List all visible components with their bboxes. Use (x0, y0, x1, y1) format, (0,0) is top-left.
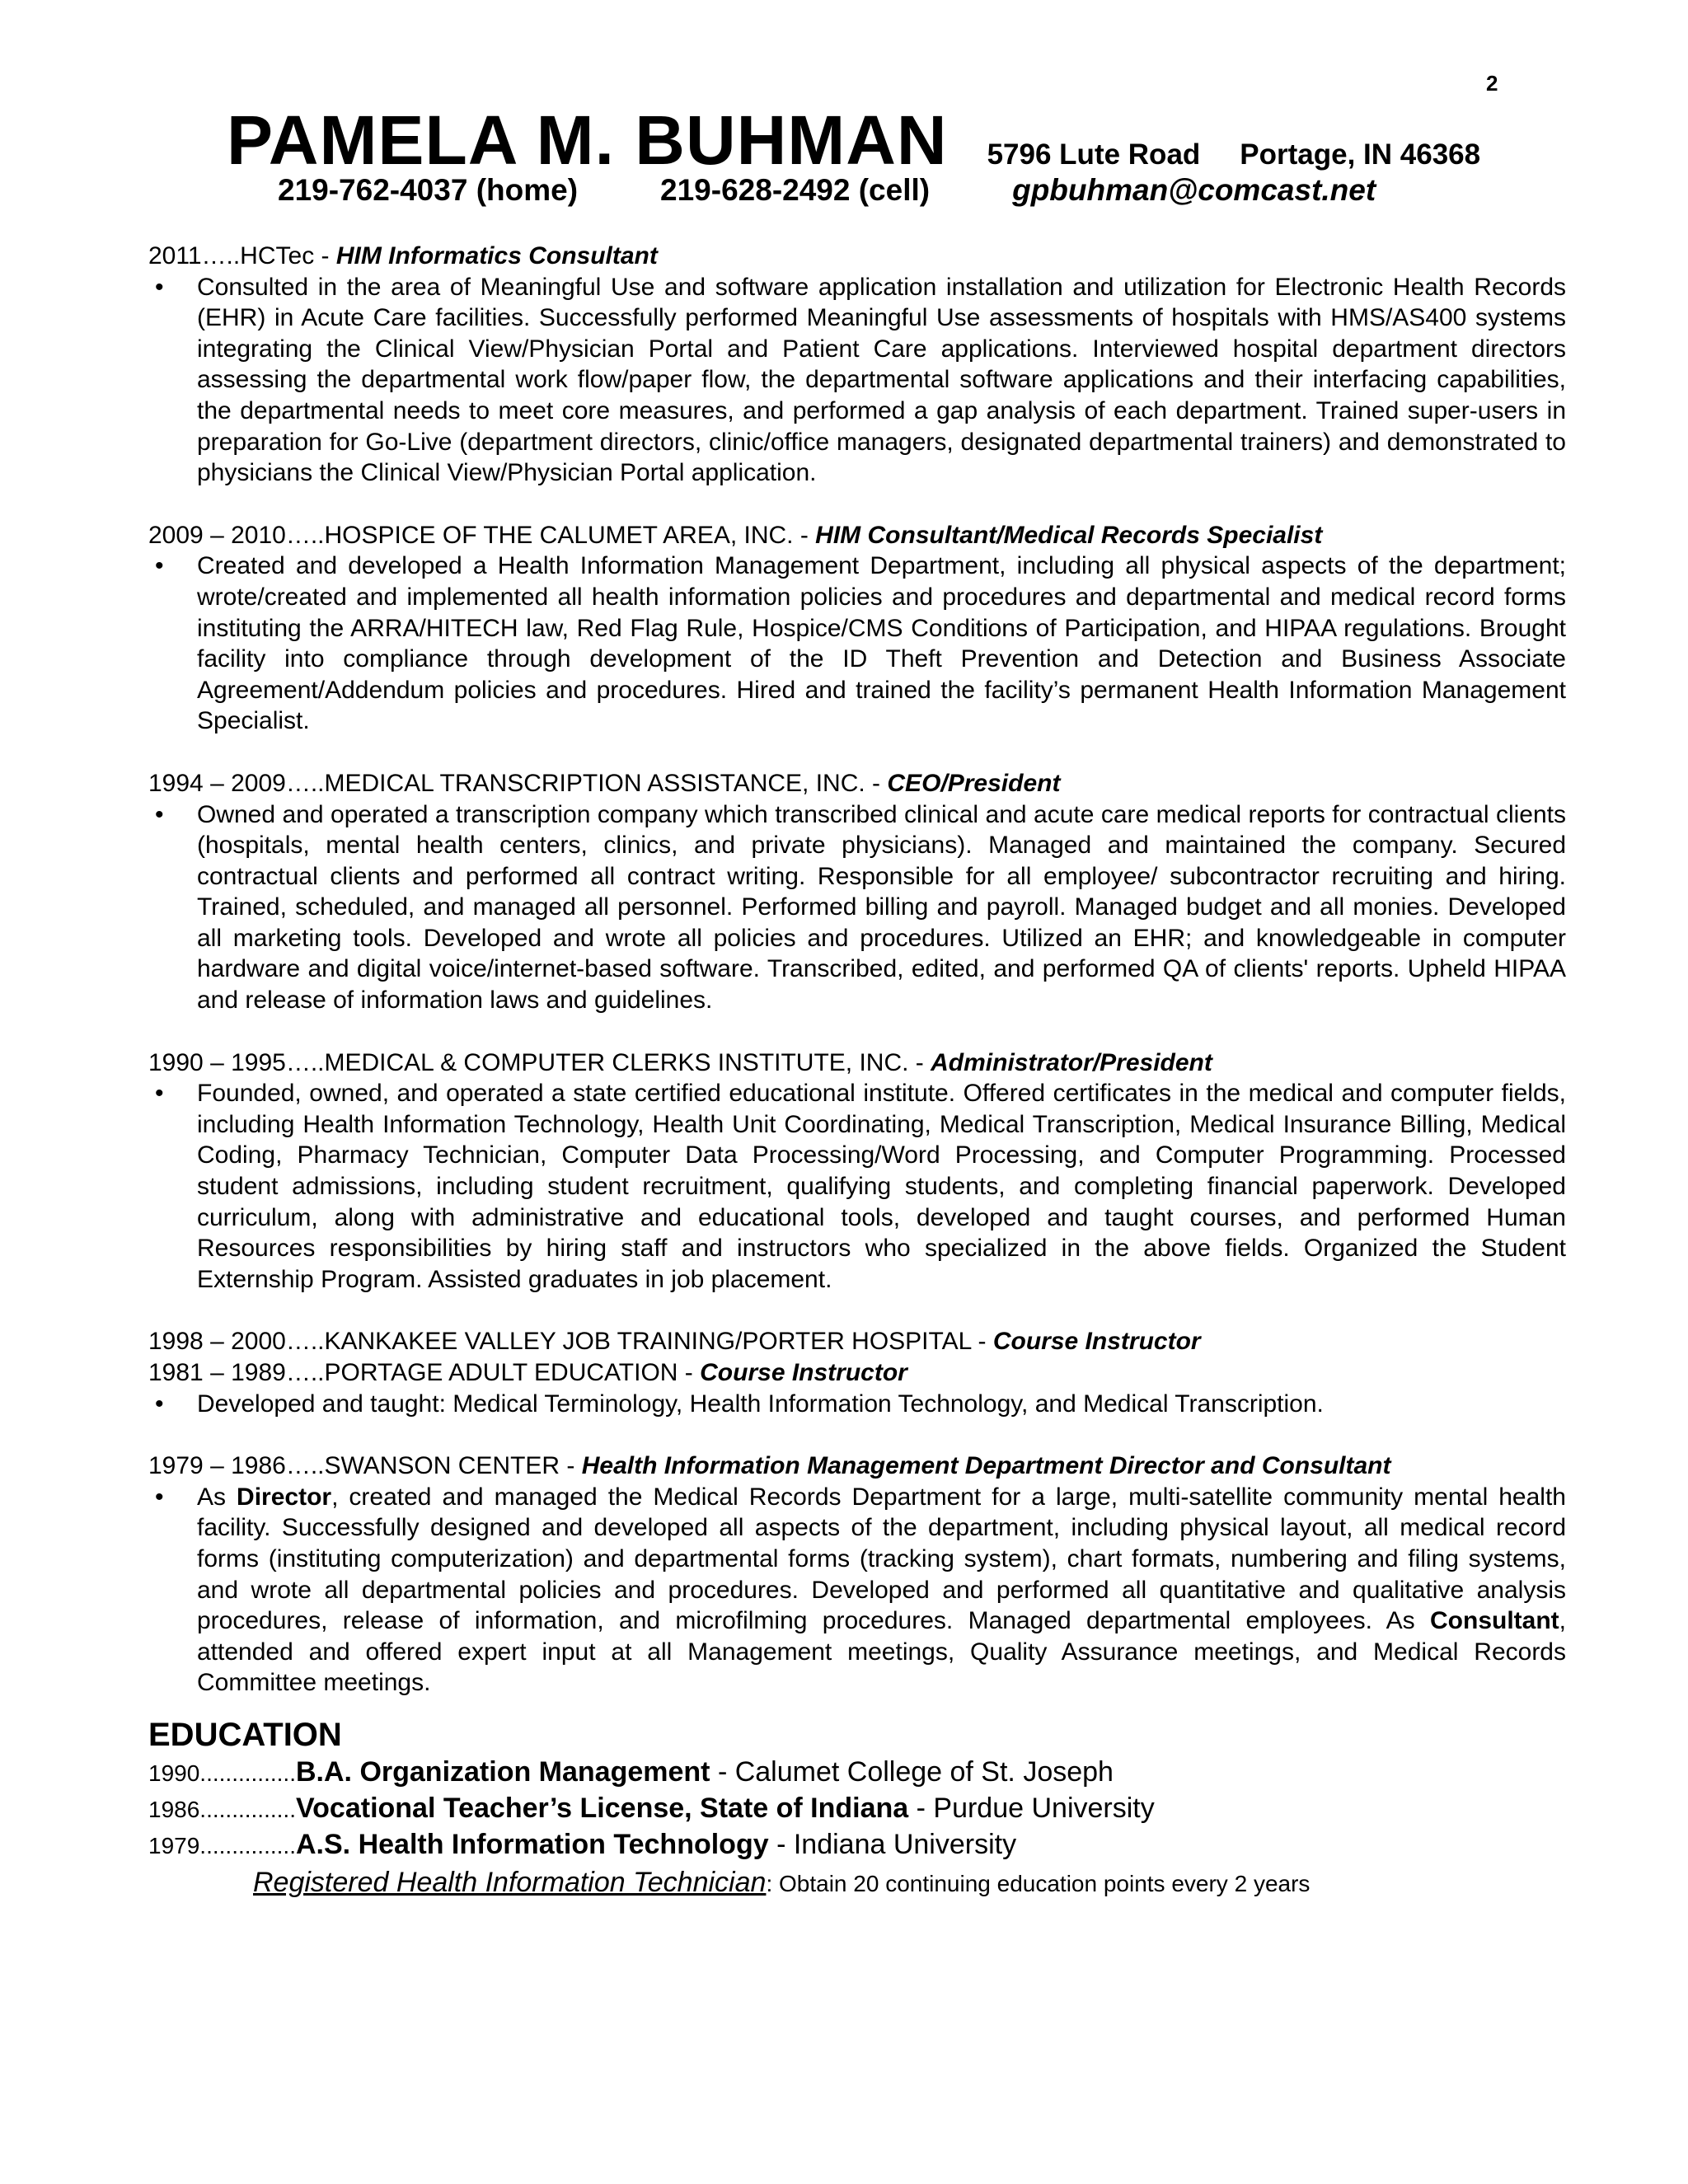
degree: A.S. Health Information Technology (296, 1828, 769, 1860)
job-heading (148, 768, 1566, 799)
resume-body (148, 241, 1566, 1903)
job-entry (148, 768, 1566, 1016)
city-state-zip: Portage, IN 46368 (1240, 138, 1481, 171)
job-description: • Owned and operated a transcription company which transcribed clinical and acute care medical reports for contractual clients (hospitals, mental health centers, clinics, and private physicians). Managed and maintained the company. Secured contractual clients and performed all contract writing. Responsible for all employee/ subcontractor recruiting and hiring. Trained, scheduled, and managed all personnel. Performed billing and payroll. Managed budget and all monies. Developed all marketing tools. Developed and wrote all policies and procedures. Utilized an EHR; and knowledgeable in computer hardware and digital voice/internet-based software. Transcribed, edited, and performed QA of clients' reports. Upheld HIPAA and release of information laws and guidelines. (148, 799, 1566, 1016)
job-dates-company: 1981 – 1989…..PORTAGE ADULT EDUCATION - (148, 1359, 701, 1386)
school: - Calumet College of St. Joseph (710, 1755, 1114, 1788)
page-number: 2 (1486, 71, 1498, 96)
leader-dots: ............... (199, 1760, 296, 1786)
job-description: • Created and developed a Health Information Management Department, including all physical aspects of the department; wrote/created and implemented all health information policies and procedures and departmental and medical record forms instituting the ARRA/HITECH law, Red Flag Rule, Hospice/CMS Conditions of Participation, and HIPAA regulations. Brought facility into compliance through development of the ID Theft Prevention and Detection and Business Associate Agreement/Addendum policies and procedures. Hired and trained the facility’s permanent Health Information Management Specialist. (148, 551, 1566, 737)
job-heading (148, 241, 1566, 272)
job-dates-company: 1990 – 1995…..MEDICAL & COMPUTER CLERKS INSTITUTE, INC. - (148, 1048, 931, 1076)
education-entry (148, 1755, 1566, 1791)
job-title: Administrator/President (931, 1048, 1212, 1076)
job-description: • Consulted in the area of Meaningful Use and software application installation and utilization for Electronic Health Records (EHR) in Acute Care facilities. Successfully performed Meaningful Use assessments of hospitals with HMS/AS400 systems integrating the Clinical View/Physician Portal and Patient Care applications. Interviewed hospital department directors assessing the departmental work flow/paper flow, the departmental software applications and their interfacing capabilities, the departmental needs to meet core measures, and performed a gap analysis of each department. Trained super-users in preparation for Go-Live (department directors, clinic/office managers, designated departmental trainers) and demonstrated to physicians the Clinical View/Physician Portal application. (148, 272, 1566, 489)
email-address: gpbuhman@comcast.net (1012, 173, 1376, 207)
job-title: HIM Consultant/Medical Records Specialist (815, 521, 1323, 549)
candidate-name: PAMELA M. BUHMAN (227, 101, 948, 179)
role-consultant: Consultant (1430, 1607, 1559, 1635)
job-heading (148, 1357, 1566, 1389)
job-description: • Founded, owned, and operated a state certified educational institute. Offered certificates in the medical and computer fields, including Health Information Technology, Health Unit Coordinating, Medical Transcription, Medical Insurance Billing, Medical Coding, Pharmacy Technician, Computer Data Processing/Word Processing, and Computer Programming. Processed student admissions, including student recruitment, qualifying students, and completing financial paperwork. Developed curriculum, along with administrative and educational tools, developed and taught courses, and performed Human Resources responsibilities by hiring staff and instructors who specialized in the above fields. Organized the Student Externship Program. Assisted graduates in job placement. (148, 1078, 1566, 1295)
school: - Indiana University (768, 1828, 1017, 1860)
school: - Purdue University (908, 1792, 1155, 1824)
job-entry (148, 241, 1566, 489)
job-dates-company: 1998 – 2000…..KANKAKEE VALLEY JOB TRAINING/PORTER HOSPITAL - (148, 1328, 993, 1356)
leader-dots: ............... (199, 1796, 296, 1822)
job-description: • Developed and taught: Medical Terminology, Health Information Technology, and Medical Transcription. (148, 1389, 1566, 1420)
job-entry (148, 1451, 1566, 1699)
job-heading (148, 1451, 1566, 1482)
job-entry (148, 520, 1566, 737)
contact-info (278, 173, 1376, 208)
education-entry (148, 1827, 1566, 1863)
job-title: Course Instructor (700, 1359, 907, 1386)
street-address: 5796 Lute Road (987, 138, 1201, 171)
education-heading: EDUCATION (148, 1716, 342, 1753)
job-title: CEO/President (887, 769, 1061, 797)
education-entry (148, 1791, 1566, 1827)
description-text: , created and managed the Medical Records Department for a large, multi-satellite community mental health facility. Successfully designed and developed all aspects of the department, including physical layout, all medical record forms (instituting computerization) and departmental forms (tracking system), chart formats, numbering and filing systems, and wrote all departmental policies and procedures. Developed and performed all quantitative and qualitative analysis procedures, release of information, and microfilming procedures. Managed departmental employees. As (197, 1483, 1566, 1635)
education-year: 1990 (148, 1760, 200, 1786)
job-heading (148, 520, 1566, 551)
job-title: Course Instructor (992, 1328, 1201, 1356)
degree: B.A. Organization Management (296, 1755, 710, 1788)
job-dates-company: 2011…..HCTec - (148, 242, 336, 269)
job-entry (148, 1326, 1566, 1419)
job-dates-company: 2009 – 2010…..HOSPICE OF THE CALUMET AREA, INC. - (148, 521, 816, 549)
leader-dots: ............... (199, 1832, 296, 1858)
job-description (148, 1482, 1566, 1699)
job-dates-company: 1979 – 1986…..SWANSON CENTER - (148, 1452, 582, 1480)
job-title: HIM Informatics Consultant (335, 242, 658, 269)
education-year: 1979 (148, 1832, 200, 1858)
job-title: Health Information Management Department Director and Consultant (581, 1452, 1391, 1480)
credential-line (148, 1863, 1566, 1903)
education-year: 1986 (148, 1796, 200, 1822)
cell-phone: 219-628-2492 (cell) (660, 173, 931, 207)
home-phone: 219-762-4037 (home) (278, 173, 579, 207)
credential-description: : Obtain 20 continuing education points every 2 years (766, 1870, 1311, 1896)
job-entry (148, 1047, 1566, 1296)
job-heading (148, 1047, 1566, 1079)
role-director: Director (237, 1483, 332, 1511)
description-text: , attended and offered expert input at all Management meetings, Quality Assurance meetings, and Medical Records Committee meetings. (197, 1607, 1566, 1697)
resume-header (227, 101, 1578, 180)
credential-label: Registered Health Information Technician (253, 1866, 767, 1898)
job-dates-company: 1994 – 2009…..MEDICAL TRANSCRIPTION ASSISTANCE, INC. - (148, 769, 888, 797)
degree: Vocational Teacher’s License, State of Indiana (296, 1792, 909, 1824)
description-text: As (197, 1483, 237, 1511)
job-heading (148, 1326, 1566, 1357)
